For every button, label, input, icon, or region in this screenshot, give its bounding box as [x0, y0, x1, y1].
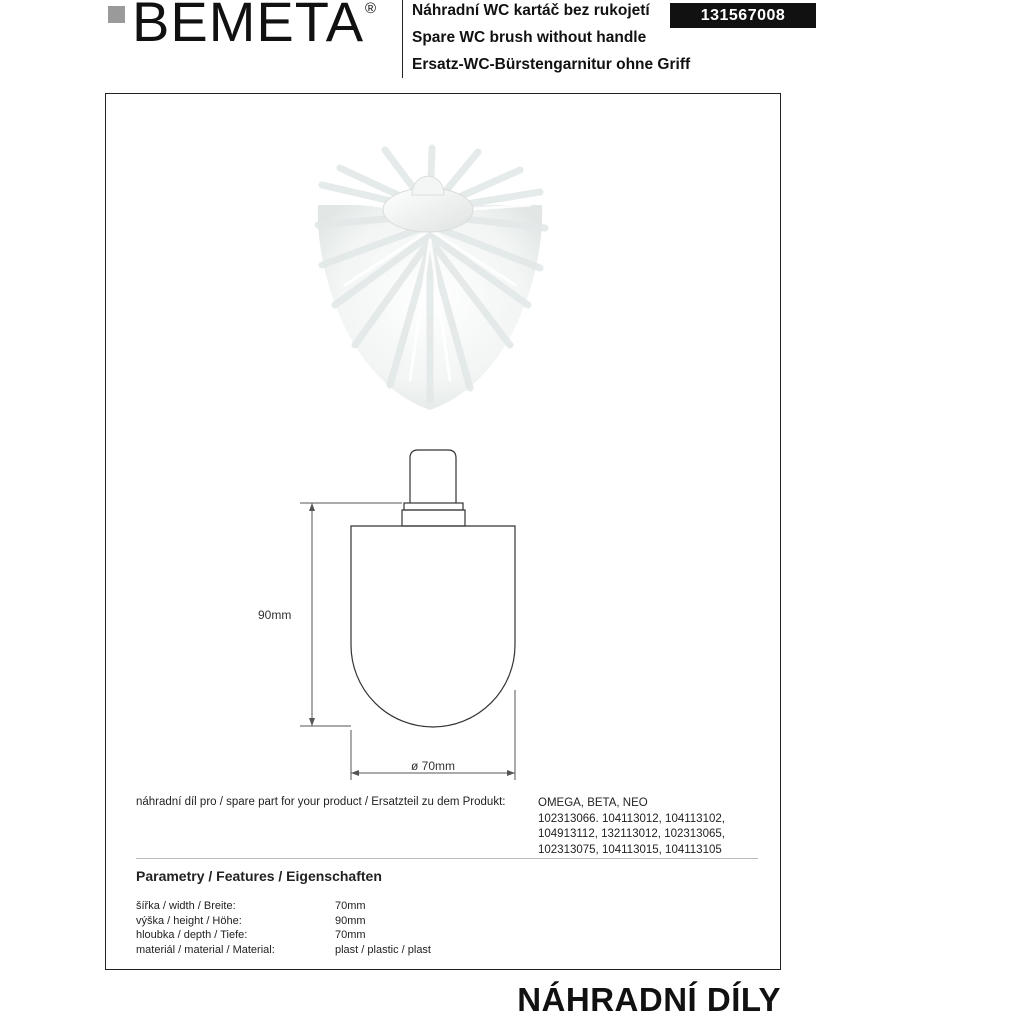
title-czech: Náhradní WC kartáč bez rukojetí: [412, 2, 650, 19]
feature-label: výška / height / Höhe:: [136, 914, 242, 927]
models-line: OMEGA, BETA, NEO: [538, 797, 648, 809]
feature-value: 70mm: [335, 929, 366, 941]
product-code-badge: 131567008: [670, 3, 816, 28]
features-title: Parametry / Features / Eigenschaften: [136, 868, 382, 884]
diameter-dimension-label: ø 70mm: [411, 759, 456, 773]
feature-label: materiál / material / Material:: [136, 943, 275, 956]
compatible-models: [538, 796, 725, 858]
height-dimension-label: 90mm: [258, 608, 292, 622]
title-english: Spare WC brush without handle: [412, 29, 647, 46]
feature-value: 90mm: [335, 914, 366, 927]
technical-drawing: [351, 450, 515, 727]
models-line: 102313066. 104113012, 104113102,: [538, 812, 725, 825]
feature-value: plast / plastic / plast: [335, 943, 431, 956]
dimension-lines: [300, 503, 515, 780]
footer-title: NÁHRADNÍ DÍLY: [517, 981, 781, 1018]
models-line: 102313075, 104113015, 104113105: [538, 843, 722, 856]
brand-logo: BEMETA: [132, 0, 365, 53]
feature-value: 70mm: [335, 900, 366, 912]
title-german: Ersatz-WC-Bürstengarnitur ohne Griff: [412, 56, 691, 73]
registered-mark: ®: [365, 0, 377, 17]
models-line: 104913112, 132113012, 102313065,: [538, 828, 725, 840]
spare-part-label: náhradní díl pro / spare part for your product / Ersatzteil zu dem Produkt:: [136, 796, 506, 808]
brush-head-photo: [318, 148, 545, 410]
section-divider: [136, 858, 758, 859]
feature-label: šířka / width / Breite:: [136, 900, 236, 912]
feature-label: hloubka / depth / Tiefe:: [136, 929, 248, 941]
